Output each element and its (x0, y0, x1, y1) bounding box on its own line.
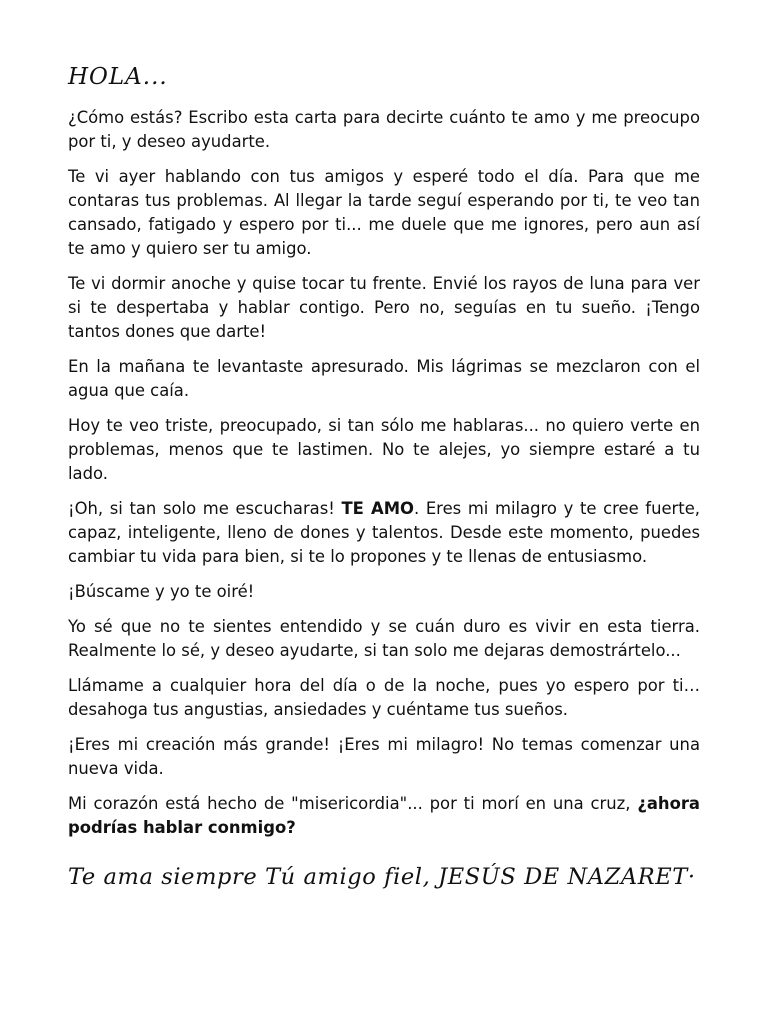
closing-question-emphasis: ¿ahora podrías hablar conmigo? (68, 794, 700, 837)
paragraph-6-end: . Eres mi milagro y te cree fuerte, capaz, inteligente, lleno de dones y talentos. Desde este momento, puedes cambiar tu vida para bien, si te lo propones y te llenas de entusiasmo. (68, 499, 701, 566)
signature: Te ama siempre Tú amigo fiel, JESÚS DE NAZARET· (68, 864, 696, 890)
paragraph-6 (68, 497, 700, 569)
te-amo-emphasis: TE AMO (341, 499, 414, 518)
paragraph-6-start: ¡Oh, si tan solo me escucharas! (68, 499, 342, 518)
paragraph-7: ¡Búscame y yo te oiré! (68, 582, 255, 601)
paragraph-8: Yo sé que no te sientes entendido y se cuán duro es vivir en esta tierra. Realmente lo sé, y deseo ayudarte, si tan solo me dejaras demostrártelo... (68, 617, 700, 660)
paragraph-9: Llámame a cualquier hora del día o de la noche, pues yo espero por ti… desahoga tus angustias, ansiedades y cuéntame tus sueños. (68, 676, 700, 719)
letter-page (68, 64, 700, 890)
paragraph-3: Te vi dormir anoche y quise tocar tu frente. Envié los rayos de luna para ver si te despertaba y hablar contigo. Pero no, seguías en tu sueño. ¡Tengo tantos dones que darte! (68, 274, 700, 341)
paragraph-11 (68, 792, 700, 840)
paragraph-4: En la mañana te levantaste apresurado. Mis lágrimas se mezclaron con el agua que caía. (68, 357, 700, 400)
letter-greeting: HOLA... (68, 64, 168, 90)
paragraph-1: ¿Cómo estás? Escribo esta carta para decirte cuánto te amo y me preocupo por ti, y deseo ayudarte. (68, 108, 700, 151)
paragraph-11-start: Mi corazón está hecho de "misericordia"... por ti morí en una cruz, (68, 794, 638, 813)
paragraph-10: ¡Eres mi creación más grande! ¡Eres mi milagro! No temas comenzar una nueva vida. (68, 735, 700, 778)
paragraph-5: Hoy te veo triste, preocupado, si tan sólo me hablaras... no quiero verte en problemas, menos que te lastimen. No te alejes, yo siempre estaré a tu lado. (68, 416, 700, 483)
paragraph-2: Te vi ayer hablando con tus amigos y esperé todo el día. Para que me contaras tus problemas. Al llegar la tarde seguí esperando por ti, te veo tan cansado, fatigado y espero por ti... me duele que me ignores, pero aun así te amo y quiero ser tu amigo. (68, 167, 700, 258)
